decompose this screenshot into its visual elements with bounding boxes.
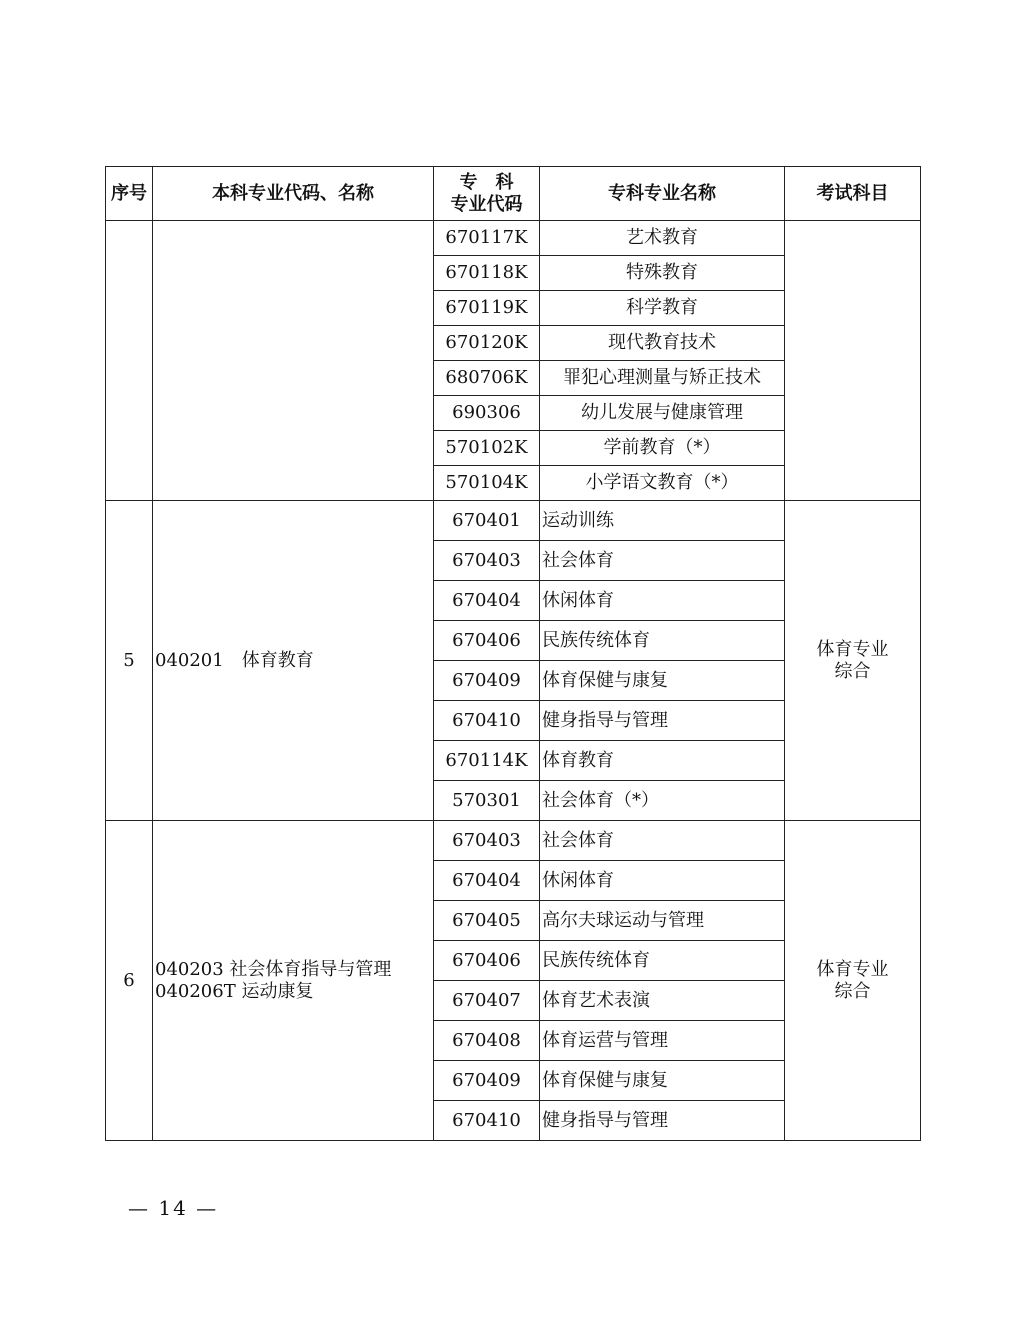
header-name: 专科专业名称 [540,167,785,221]
major-code-cell: 670404 [434,581,540,621]
table-row [106,221,921,256]
major-code-cell: 670406 [434,941,540,981]
major-code-cell: 670408 [434,1021,540,1061]
major-name-cell: 健身指导与管理 [540,701,785,741]
exam-subject-line: 体育专业 [816,958,889,980]
header-seq: 序号 [106,167,153,221]
exam-subject-cell [785,821,921,1141]
major-name-cell: 体育运营与管理 [540,1021,785,1061]
exam-subject-line: 综合 [834,660,871,682]
major-name-cell: 体育教育 [540,741,785,781]
major-code-cell: 680706K [434,361,540,396]
major-code-cell: 670120K [434,326,540,361]
major-name-cell: 社会体育（*） [540,781,785,821]
major-code-cell: 670409 [434,1061,540,1101]
major-code-cell: 670114K [434,741,540,781]
major-name-cell: 社会体育 [540,541,785,581]
header-code-line1: 专 科 [459,171,514,193]
major-code-cell: 690306 [434,396,540,431]
major-code-cell: 570301 [434,781,540,821]
major-code-cell: 670403 [434,541,540,581]
major-code-cell: 670410 [434,1101,540,1141]
major-name-cell: 罪犯心理测量与矫正技术 [540,361,785,396]
major-code-cell: 670401 [434,501,540,541]
major-name-cell: 体育艺术表演 [540,981,785,1021]
bachelor-major: 040203 社会体育指导与管理 [155,958,392,980]
major-code-cell: 670404 [434,861,540,901]
major-name-cell: 民族传统体育 [540,941,785,981]
header-code-line2: 专业代码 [450,193,523,215]
major-code-cell: 670409 [434,661,540,701]
major-name-cell: 学前教育（*） [540,431,785,466]
major-table [105,166,921,1141]
major-name-cell: 幼儿发展与健康管理 [540,396,785,431]
seq-cell: 6 [106,821,153,1141]
header-code [434,167,540,221]
major-code-cell: 670405 [434,901,540,941]
exam-subject-cell [785,501,921,821]
major-name-cell: 休闲体育 [540,861,785,901]
major-name-cell: 体育保健与康复 [540,1061,785,1101]
bachelor-cell [153,501,434,821]
major-name-cell: 民族传统体育 [540,621,785,661]
major-name-cell: 小学语文教育（*） [540,466,785,501]
bachelor-major: 040201 体育教育 [155,649,314,671]
bachelor-cell [153,221,434,501]
major-name-cell: 艺术教育 [540,221,785,256]
major-name-cell: 运动训练 [540,501,785,541]
major-name-cell: 科学教育 [540,291,785,326]
major-name-cell: 现代教育技术 [540,326,785,361]
table-row [106,501,921,541]
major-code-cell: 670403 [434,821,540,861]
table-header-row [106,167,921,221]
header-exam: 考试科目 [785,167,921,221]
major-name-cell: 高尔夫球运动与管理 [540,901,785,941]
exam-subject-line: 体育专业 [816,638,889,660]
seq-cell: 5 [106,501,153,821]
table-row [106,821,921,861]
major-code-cell: 570104K [434,466,540,501]
major-code-cell: 670118K [434,256,540,291]
exam-subject-line: 综合 [834,980,871,1002]
major-name-cell: 休闲体育 [540,581,785,621]
major-name-cell: 特殊教育 [540,256,785,291]
bachelor-cell [153,821,434,1141]
page-number: — 14 — [128,1196,219,1220]
major-code-cell: 570102K [434,431,540,466]
major-name-cell: 健身指导与管理 [540,1101,785,1141]
bachelor-major: 040206T 运动康复 [155,980,314,1002]
major-code-cell: 670410 [434,701,540,741]
major-code-cell: 670407 [434,981,540,1021]
header-bachelor: 本科专业代码、名称 [153,167,434,221]
major-code-cell: 670117K [434,221,540,256]
major-code-cell: 670406 [434,621,540,661]
seq-cell [106,221,153,501]
major-name-cell: 体育保健与康复 [540,661,785,701]
exam-subject-cell [785,221,921,501]
major-name-cell: 社会体育 [540,821,785,861]
major-code-cell: 670119K [434,291,540,326]
